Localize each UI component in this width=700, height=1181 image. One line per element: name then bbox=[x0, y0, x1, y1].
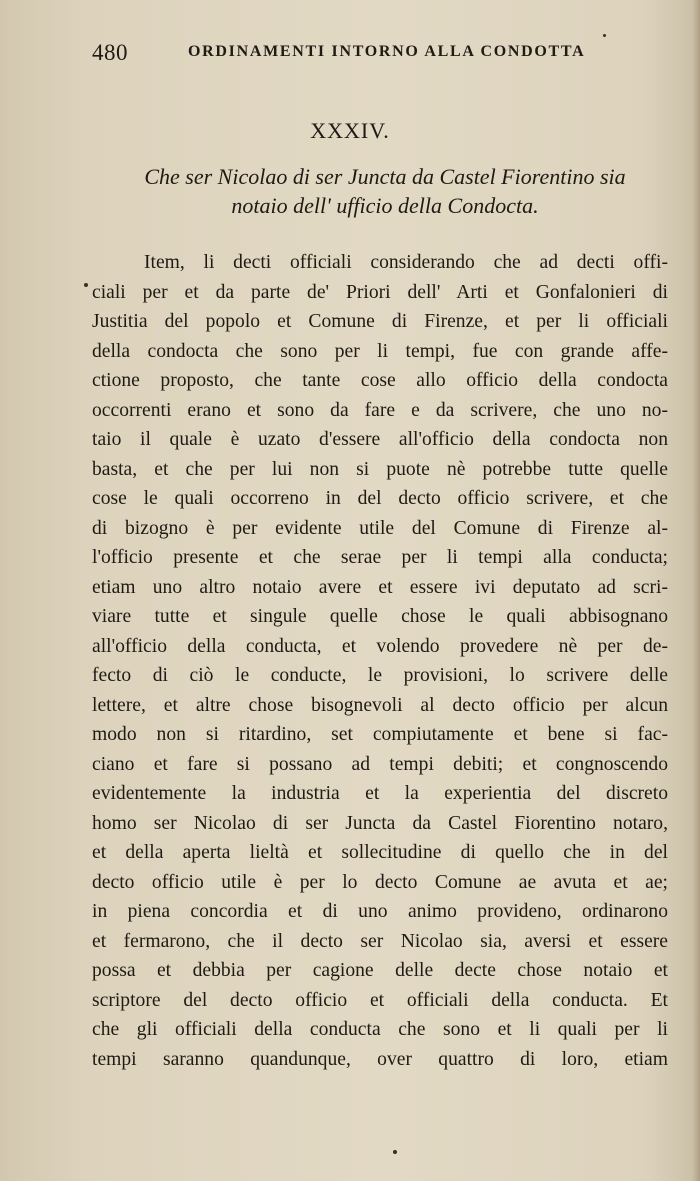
text-line: della condocta che sono per li tempi, fue con grande affe- bbox=[92, 340, 668, 362]
page-edge-shadow bbox=[692, 0, 700, 1181]
text-line: evidentemente la industria et la experientia del discreto bbox=[92, 783, 668, 804]
ink-speck bbox=[603, 34, 606, 37]
text-line: basta, et che per lui non si puote nè potrebbe tutte quelle bbox=[92, 458, 668, 480]
text-line: ciali per et da parte de' Priori dell' Arti et Gonfalonieri di bbox=[92, 281, 668, 303]
text-line: tempi saranno quandunque, over quattro di loro, etiam bbox=[92, 1048, 668, 1070]
text-line: l'officio presente et che serae per li tempi alla conducta; bbox=[92, 547, 668, 568]
text-line: ctione proposto, che tante cose allo officio della condocta bbox=[92, 370, 668, 391]
text-line: possa et debbia per cagione delle decte chose notaio et bbox=[92, 960, 668, 981]
text-line: in piena concordia et di uno animo provideno, ordinarono bbox=[92, 901, 668, 922]
text-line: fecto di ciò le conducte, le provisioni, lo scrivere delle bbox=[92, 665, 668, 686]
chapter-title-line: notaio dell' ufficio della Condocta. bbox=[231, 193, 539, 218]
text-line: et fermarono, che il decto ser Nicolao sia, aversi et essere bbox=[92, 930, 668, 952]
chapter-title bbox=[120, 162, 650, 220]
text-line: taio il quale è uzato d'essere all'officio della condocta non bbox=[92, 429, 668, 450]
text-line: ciano et fare si possano ad tempi debiti; et congnoscendo bbox=[92, 753, 668, 775]
text-line: decto officio utile è per lo decto Comune ae avuta et ae; bbox=[92, 871, 668, 893]
text-line: che gli officiali della conducta che sono et li quali per li bbox=[92, 1019, 668, 1040]
text-line: modo non si ritardino, set compiutamente et bene si fac- bbox=[92, 724, 668, 745]
text-line: cose le quali occorreno in del decto officio scrivere, et che bbox=[92, 488, 668, 509]
page-header bbox=[92, 40, 602, 70]
text-line: et della aperta lieltà et sollecitudine di quello che in del bbox=[92, 842, 668, 863]
text-line: etiam uno altro notaio avere et essere ivi deputato ad scri- bbox=[92, 576, 668, 598]
text-line: viare tutte et singule quelle chose le quali abbisognano bbox=[92, 606, 668, 627]
text-line: scriptore del decto officio et officiali della conducta. Et bbox=[92, 989, 668, 1011]
text-line: Justitia del popolo et Comune di Firenze, et per li officiali bbox=[92, 311, 668, 332]
body-paragraph bbox=[92, 248, 668, 1074]
ink-speck bbox=[393, 1150, 397, 1154]
running-head: ORDINAMENTI INTORNO ALLA CONDOTTA bbox=[188, 43, 586, 60]
page-number: 480 bbox=[92, 40, 128, 65]
text-line: lettere, et altre chose bisognevoli al decto officio per alcun bbox=[92, 694, 668, 716]
text-line: occorrenti erano et sono da fare e da scrivere, che uno no- bbox=[92, 399, 668, 421]
chapter-title-line: Che ser Nicolao di ser Juncta da Castel Fiorentino sia bbox=[144, 164, 626, 189]
text-line: Item, li decti officiali considerando che ad decti offi- bbox=[144, 252, 668, 273]
text-line: homo ser Nicolao di ser Juncta da Castel Fiorentino notaro, bbox=[92, 812, 668, 834]
ink-speck bbox=[84, 283, 88, 287]
text-line: all'officio della conducta, et volendo provedere nè per de- bbox=[92, 635, 668, 657]
chapter-number: XXXIV. bbox=[310, 118, 390, 143]
text-line: di bizogno è per evidente utile del Comune di Firenze al- bbox=[92, 517, 668, 539]
